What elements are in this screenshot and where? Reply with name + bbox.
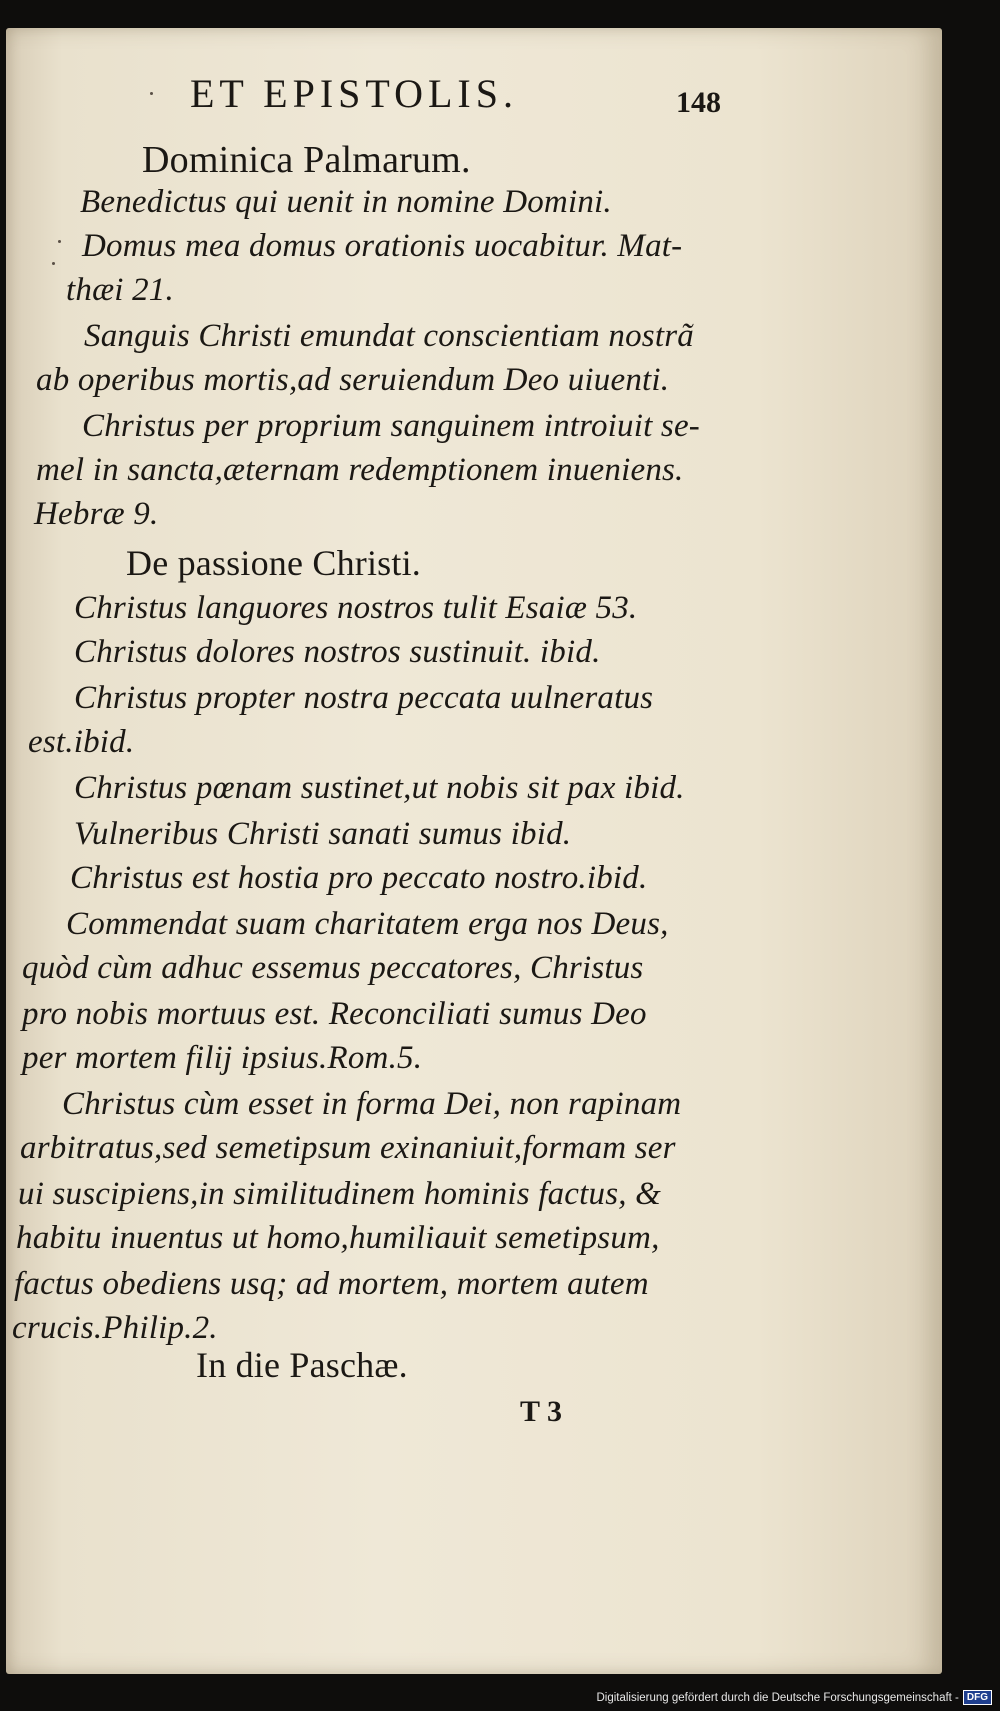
text-line: est.ibid. bbox=[28, 724, 135, 760]
text-line: Commendat suam charitatem erga nos Deus, bbox=[66, 906, 669, 942]
running-title: ET EPISTOLIS. bbox=[190, 71, 518, 116]
text-line: Christus propter nostra peccata uulneratus bbox=[74, 680, 654, 716]
text-line: mel in sancta,æternam redemptionem inueniens. bbox=[36, 452, 684, 488]
folio-number: 148 bbox=[676, 86, 721, 119]
digitization-credit bbox=[596, 1690, 992, 1705]
section-heading-passion: De passione Christi. bbox=[126, 543, 421, 583]
text-line: ui suscipiens,in similitudinem hominis factus, & bbox=[18, 1176, 662, 1212]
text-line: quòd cùm adhuc essemus peccatores, Christus bbox=[22, 950, 644, 986]
section-heading-easter: In die Paschæ. bbox=[196, 1345, 408, 1385]
text-line: Christus dolores nostros sustinuit. ibid. bbox=[74, 634, 601, 670]
text-line: habitu inuentus ut homo,humiliauit semetipsum, bbox=[16, 1220, 660, 1256]
text-line: Christus pœnam sustinet,ut nobis sit pax ibid. bbox=[74, 770, 685, 806]
text-line: ab operibus mortis,ad seruiendum Deo uiuenti. bbox=[36, 362, 670, 398]
text-line: arbitratus,sed semetipsum exinaniuit,formam ser bbox=[20, 1130, 676, 1166]
section-heading-palm-sunday: Dominica Palmarum. bbox=[142, 139, 471, 181]
text-line: Christus languores nostros tulit Esaiæ 53. bbox=[74, 590, 638, 626]
text-line: factus obediens usq; ad mortem, mortem autem bbox=[14, 1266, 649, 1302]
signature-mark: T 3 bbox=[520, 1395, 562, 1428]
text-line: Christus per proprium sanguinem introiuit se- bbox=[82, 408, 701, 444]
text-line: Sanguis Christi emundat conscientiam nostrã bbox=[84, 318, 694, 354]
text-line: Christus est hostia pro peccato nostro.ibid. bbox=[70, 860, 648, 896]
text-line: Domus mea domus orationis uocabitur. Mat- bbox=[82, 228, 683, 264]
text-line: per mortem filij ipsius.Rom.5. bbox=[22, 1040, 423, 1076]
ink-speck bbox=[58, 240, 61, 243]
dfg-logo: DFG bbox=[963, 1690, 992, 1705]
ink-speck bbox=[52, 262, 55, 265]
text-line: Vulneribus Christi sanati sumus ibid. bbox=[74, 816, 572, 852]
text-line: Benedictus qui uenit in nomine Domini. bbox=[80, 184, 612, 220]
text-line: crucis.Philip.2. bbox=[12, 1310, 218, 1346]
text-line: Christus cùm esset in forma Dei, non rapinam bbox=[62, 1086, 682, 1122]
credit-text: Digitalisierung gefördert durch die Deutsche Forschungsgemeinschaft - bbox=[596, 1691, 959, 1704]
text-line: pro nobis mortuus est. Reconciliati sumus Deo bbox=[22, 996, 647, 1032]
text-line: Hebræ 9. bbox=[34, 496, 159, 532]
ink-speck bbox=[150, 92, 153, 95]
text-line: thæi 21. bbox=[66, 272, 174, 308]
